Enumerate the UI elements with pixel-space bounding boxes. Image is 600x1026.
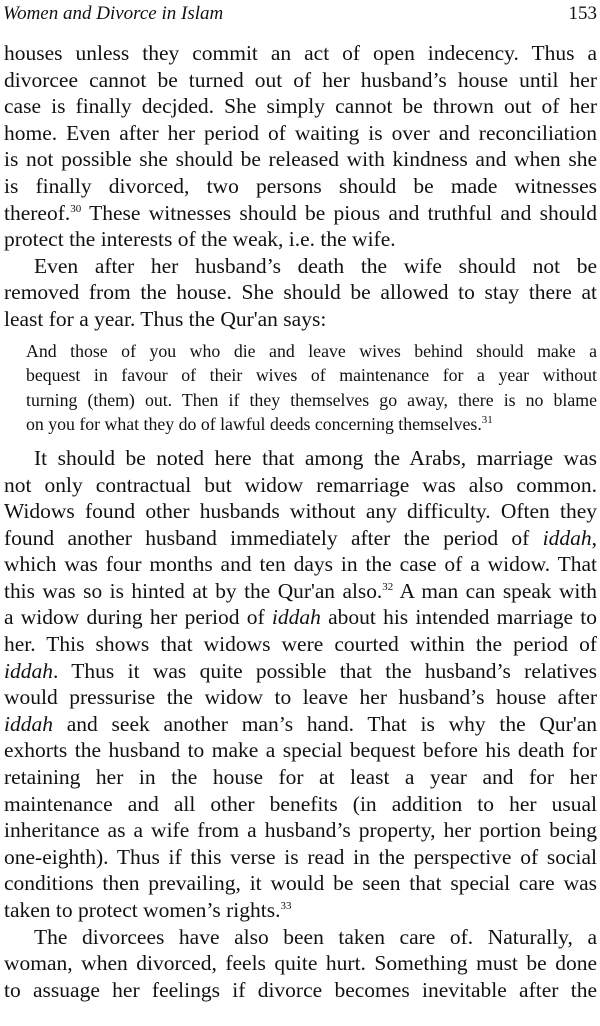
text-fragment: A man can speak with [393, 578, 597, 603]
text-line [4, 200, 597, 227]
text-fragment: . Thus it was quite possible that the husband’s relatives [52, 658, 597, 683]
text-line: her. This shows that widows were courted within the period of [4, 632, 597, 657]
text-line [4, 578, 597, 605]
text-line: divorcee cannot be turned out of her husband’s house until her [4, 67, 597, 92]
text-line [4, 897, 597, 924]
body-text [4, 40, 597, 1003]
text-line: houses unless they commit an act of open indecency. Thus a [4, 41, 597, 65]
text-line: conditions then prevailing, it would be seen that special care was [4, 871, 597, 896]
text-line: protect the interests of the weak, i.e. the wife. [4, 227, 396, 252]
text-line [4, 658, 597, 685]
text-line: is not possible she should be released with kindness and when she [4, 147, 597, 172]
text-line: exhorts the husband to make a special bequest before his death for [4, 738, 597, 763]
text-line: which was four months and ten days in the case of a widow. That [4, 552, 597, 577]
paragraph-3 [4, 445, 597, 924]
text-fragment: taken to protect women’s rights. [4, 898, 281, 922]
term-iddah: iddah [271, 605, 321, 630]
running-head [3, 2, 597, 26]
text-fragment: These witnesses should be pious and truthful and should [89, 200, 597, 225]
text-line: It should be noted here that among the Arabs, marriage was [34, 445, 597, 470]
text-line [4, 604, 597, 631]
text-line: least for a year. Thus the Qur'an says: [4, 306, 327, 331]
text-line: would pressurise the widow to leave her husband’s house after [4, 685, 597, 710]
paragraph-2 [4, 253, 597, 333]
footnote-ref-33: 33 [280, 899, 292, 912]
text-line: one-eighth). Thus if this verse is read in the perspective of social [4, 844, 597, 869]
text-line [4, 711, 597, 738]
footnote-ref-31: 31 [481, 414, 493, 427]
text-line: case is finally decjded. She simply cannot be thrown out of her [4, 94, 597, 119]
text-line: Even after her husband’s death the wife should not be [34, 253, 597, 278]
quote-line: bequest in favour of their wives of maintenance for a year without [26, 365, 597, 386]
text-line: maintenance and all other benefits (in addition to her usual [4, 791, 597, 816]
text-fragment: found another husband immediately after the period of [4, 525, 543, 550]
quote-line: turning (them) out. Then if they themselves go away, there is no blame [26, 389, 597, 410]
quote-line [4, 412, 597, 437]
text-fragment: and seek another man’s hand. That is why the Qur'an [52, 711, 597, 736]
term-iddah: iddah [542, 525, 592, 550]
text-fragment: about his intended marriage to [320, 605, 597, 630]
running-head-title: Women and Divorce in Islam [3, 3, 224, 24]
quote-line: And those of you who die and leave wives behind should make a [26, 340, 597, 361]
text-line [4, 525, 597, 552]
footnote-ref-30: 30 [70, 202, 82, 215]
text-fragment: thereof. [4, 200, 71, 225]
text-line: not only contractual but widow remarriage was also common. [4, 472, 597, 497]
page-number: 153 [568, 3, 597, 24]
text-line: The divorcees have also been taken care of. Naturally, a [34, 924, 597, 949]
text-line: is finally divorced, two persons should be made witnesses [4, 173, 597, 198]
text-line: Widows found other husbands without any difficulty. Often they [4, 499, 597, 524]
paragraph-4 [4, 924, 597, 1004]
text-line: retaining her in the house for at least a year and for her [4, 765, 597, 790]
text-line: removed from the house. She should be allowed to stay there at [4, 280, 597, 305]
term-iddah: iddah [4, 711, 53, 736]
text-fragment: , [591, 525, 597, 550]
text-line: inheritance as a wife from a husband’s property, her portion being [4, 818, 597, 843]
block-quote [4, 339, 597, 437]
paragraph-1 [4, 40, 597, 253]
text-fragment: a widow during her period of [4, 605, 272, 630]
footnote-ref-32: 32 [382, 580, 394, 593]
text-line: woman, when divorced, feels quite hurt. Something must be done [4, 951, 597, 976]
text-line: to assuage her feelings if divorce becomes inevitable after the [4, 977, 597, 1002]
text-fragment: this was so is hinted at by the Qur'an also. [4, 578, 383, 603]
text-line: home. Even after her period of waiting is over and reconciliation [4, 120, 597, 145]
term-iddah: iddah [4, 658, 53, 683]
text-fragment: on you for what they do of lawful deeds concerning themselves. [26, 414, 482, 435]
